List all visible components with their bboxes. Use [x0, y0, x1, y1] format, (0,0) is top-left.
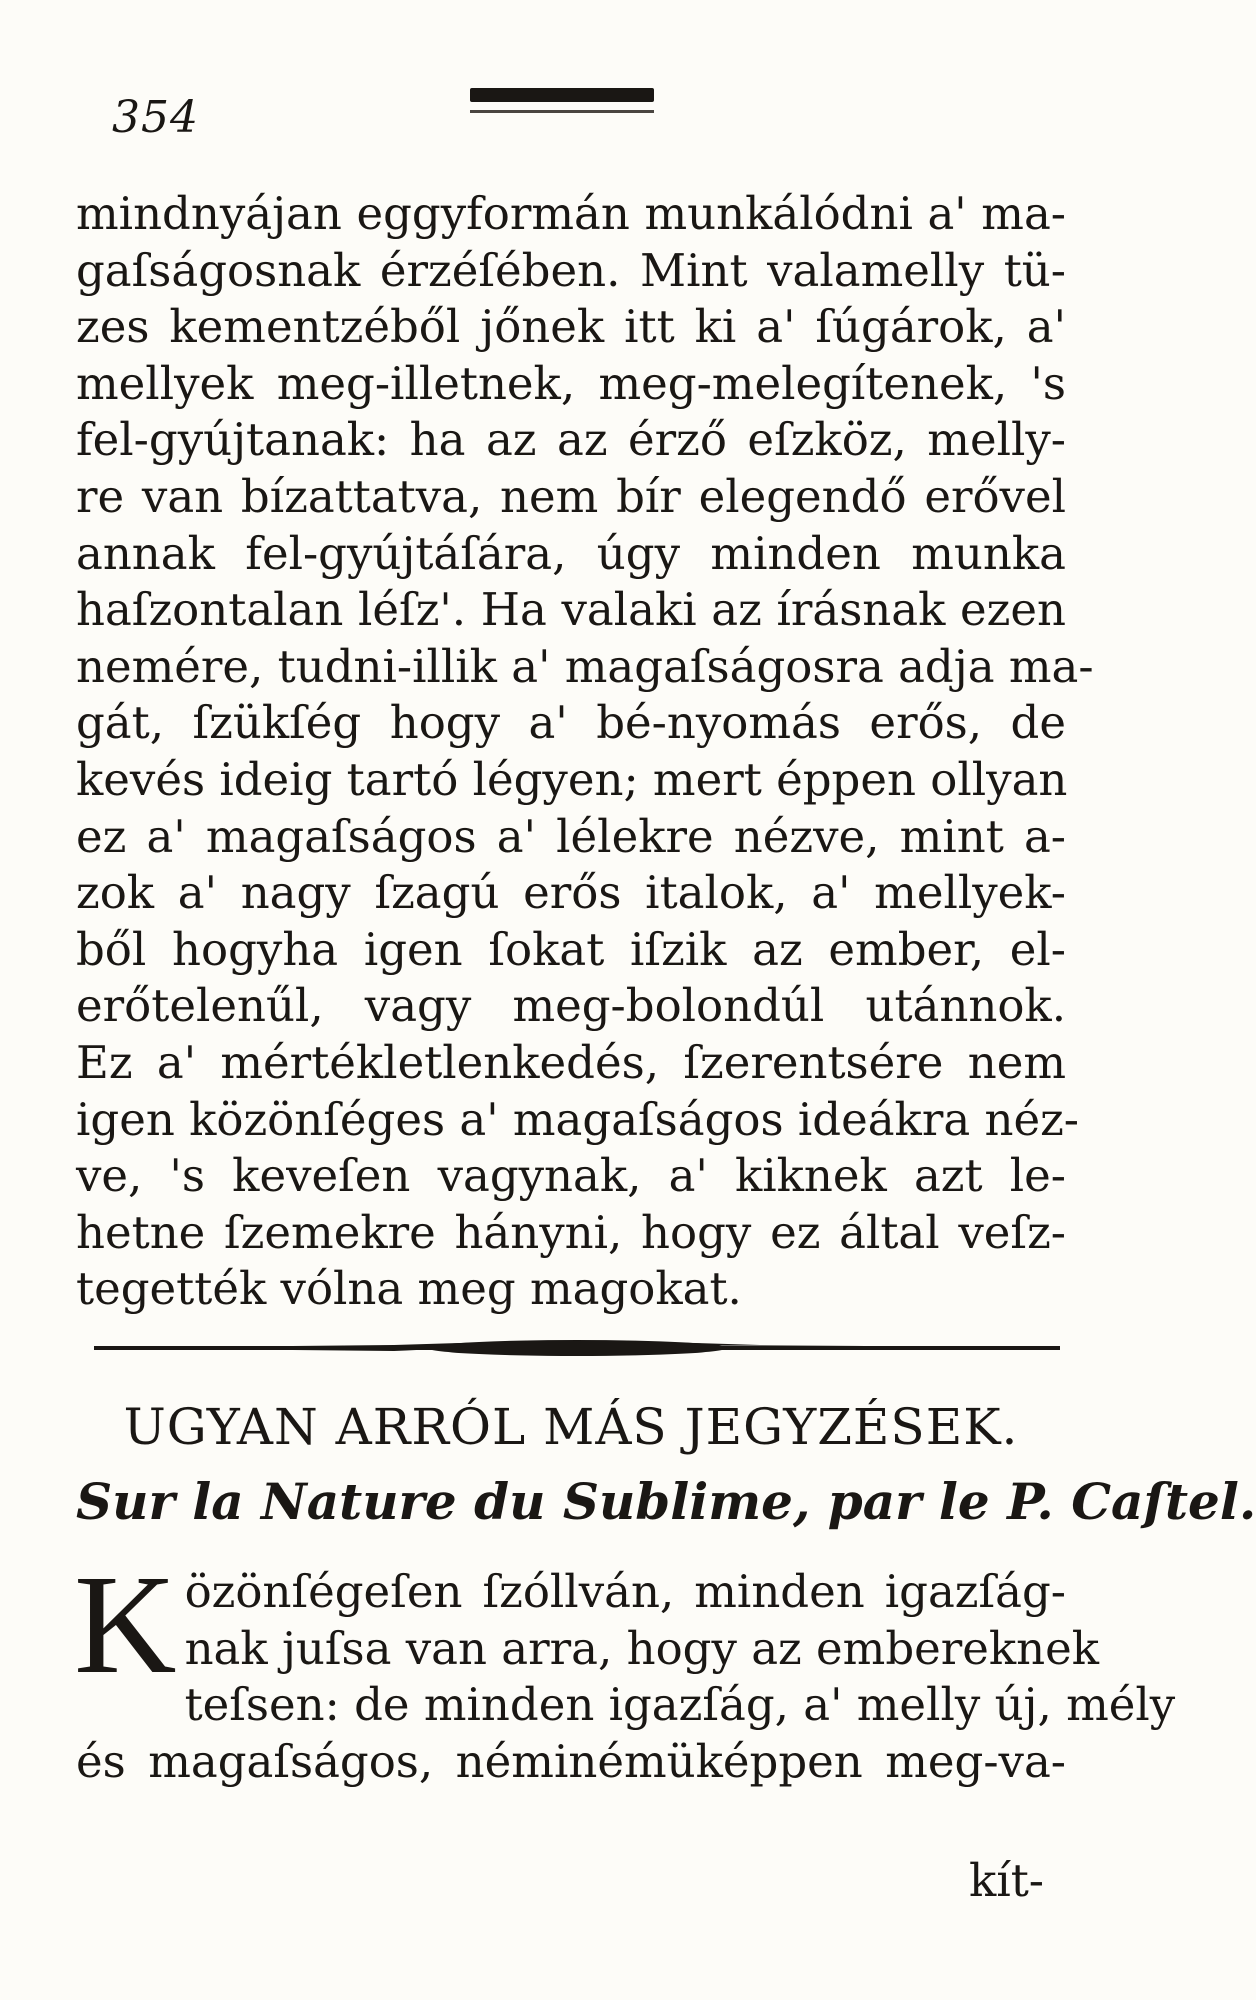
text-line: nak juſsa van arra, hogy az embereknek	[184, 1621, 1100, 1675]
section-divider-rule	[94, 1338, 1060, 1358]
body-paragraph	[76, 186, 1094, 1318]
text-line: ve, 's keveſen vagynak, a' kiknek azt le-	[76, 1149, 1066, 1203]
section-paragraph	[74, 1545, 1176, 1790]
section-subtitle: Sur la Nature du Sublime, par le P. Caſtel.	[76, 1472, 1256, 1531]
text-line: és magaſságos, néminémüképpen meg-va-	[76, 1734, 1066, 1788]
drop-cap: K	[74, 1545, 177, 1703]
text-line: hetne ſzemekre hányni, hogy ez által veſz-	[76, 1205, 1066, 1259]
text-line: zok a' nagy ſzagú erős italok, a' mellyek-	[76, 866, 1066, 920]
text-line: igen közönſéges a' magaſságos ideákra néz-	[76, 1092, 1079, 1146]
text-line: ből hogyha igen ſokat iſzik az ember, el-	[76, 922, 1066, 976]
text-line: gát, ſzükſég hogy a' bé-nyomás erős, de	[76, 696, 1066, 750]
text-line: Ez a' mértékletlenkedés, ſzerentsére nem	[76, 1035, 1066, 1089]
text-line: mindnyájan eggyformán munkálódni a' ma-	[76, 187, 1066, 240]
text-line: haſzontalan léſz'. Ha valaki az írásnak ezen	[76, 583, 1066, 637]
text-line: özönſégeſen ſzóllván, minden igazſág-	[184, 1565, 1066, 1618]
catchword: kít-	[969, 1854, 1044, 1907]
text-line: gaſságosnak érzéſében. Mint valamelly tü-	[76, 243, 1066, 297]
section-title: UGYAN ARRÓL MÁS JEGYZÉSEK.	[123, 1398, 1019, 1456]
text-line: kevés ideig tartó légyen; mert éppen ollyan	[76, 752, 1068, 806]
header-rule-ornament	[470, 88, 654, 102]
text-line: erőtelenűl, vagy meg-bolondúl utánnok.	[76, 979, 1066, 1033]
text-line: fel-gyújtanak: ha az az érző eſzköz, melly-	[76, 413, 1066, 467]
text-line: re van bízattatva, nem bír elegendő erővel	[76, 469, 1066, 523]
text-line: zes kementzéből jőnek itt ki a' ſúgárok, a'	[76, 300, 1066, 354]
text-line: nemére, tudni-illik a' magaſságosra adja ma-	[76, 639, 1094, 693]
text-line: teſsen: de minden igazſág, a' melly új, mély	[184, 1678, 1176, 1732]
text-line: mellyek meg-illetnek, meg-melegítenek, 's	[76, 356, 1066, 410]
page-number: 354	[112, 92, 199, 143]
text-line: tegették vólna meg magokat.	[76, 1262, 742, 1316]
text-line: annak fel-gyújtáſára, úgy minden munka	[76, 526, 1066, 580]
text-line: ez a' magaſságos a' lélekre nézve, mint a-	[76, 809, 1066, 863]
